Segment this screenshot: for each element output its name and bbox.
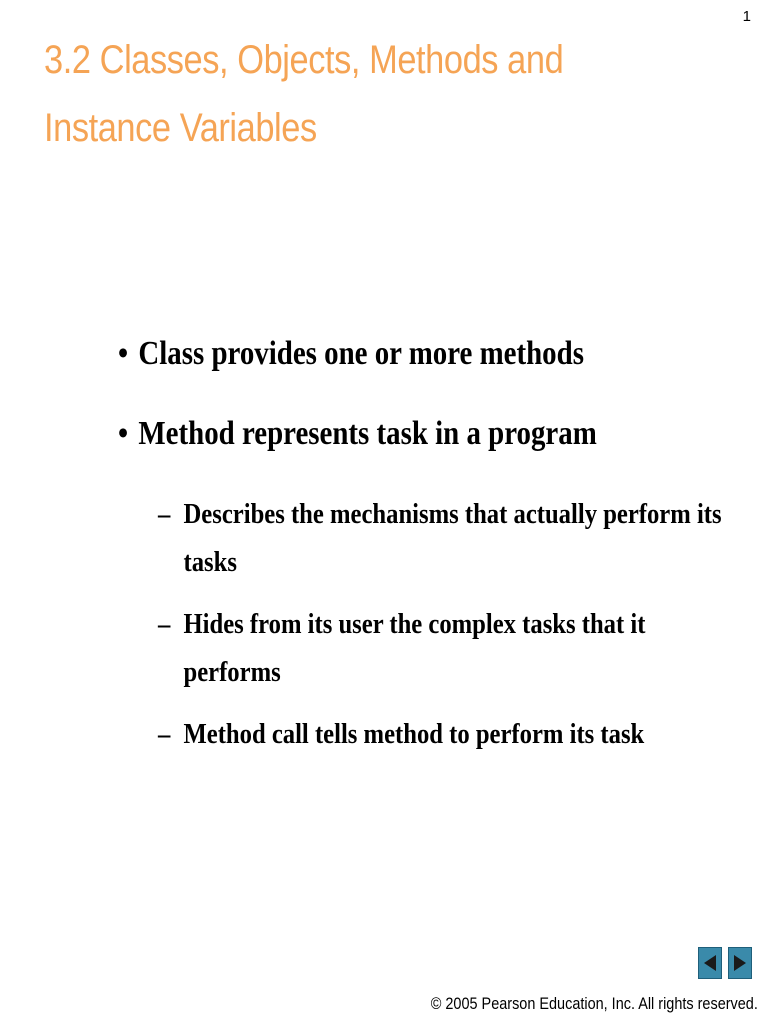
bullet-method-task	[118, 410, 645, 490]
bullet-text: Method represents task in a program	[138, 415, 597, 452]
slide-navigation	[698, 947, 752, 979]
sub-bullet-method-call	[158, 710, 745, 758]
bullet-marker: •	[118, 415, 129, 452]
sub-bullet-list	[158, 490, 722, 758]
slide-title-line-1: 3.2 Classes, Objects, Methods and	[44, 38, 564, 82]
sub-bullet-line-1: Hides from its user the complex tasks that it	[183, 608, 646, 640]
sub-bullet-line-1: Method call tells method to perform its task	[183, 718, 645, 750]
next-slide-button[interactable]	[728, 947, 752, 979]
slide-title	[44, 26, 594, 162]
sub-bullet-line-1: Describes the mechanisms that actually perform its	[183, 498, 722, 530]
copyright-footer: © 2005 Pearson Education, Inc. All rights reserved.	[430, 994, 758, 1013]
triangle-left-icon	[703, 954, 717, 972]
triangle-right-icon	[733, 954, 747, 972]
sub-bullet-marker: –	[158, 498, 171, 530]
bullet-text: Class provides one or more methods	[138, 335, 584, 372]
slide-title-line-2: Instance Variables	[44, 106, 317, 150]
sub-bullet-describes	[158, 490, 745, 586]
slide-body	[118, 330, 738, 772]
bullet-marker: •	[118, 335, 129, 372]
sub-bullet-line-2: tasks	[183, 546, 237, 578]
previous-slide-button[interactable]	[698, 947, 722, 979]
page-number: 1	[742, 8, 751, 25]
sub-bullet-marker: –	[158, 718, 171, 750]
sub-bullet-line-2: performs	[183, 656, 281, 688]
sub-bullet-hides	[158, 600, 745, 696]
sub-bullet-marker: –	[158, 608, 171, 640]
bullet-class-methods	[118, 330, 645, 410]
